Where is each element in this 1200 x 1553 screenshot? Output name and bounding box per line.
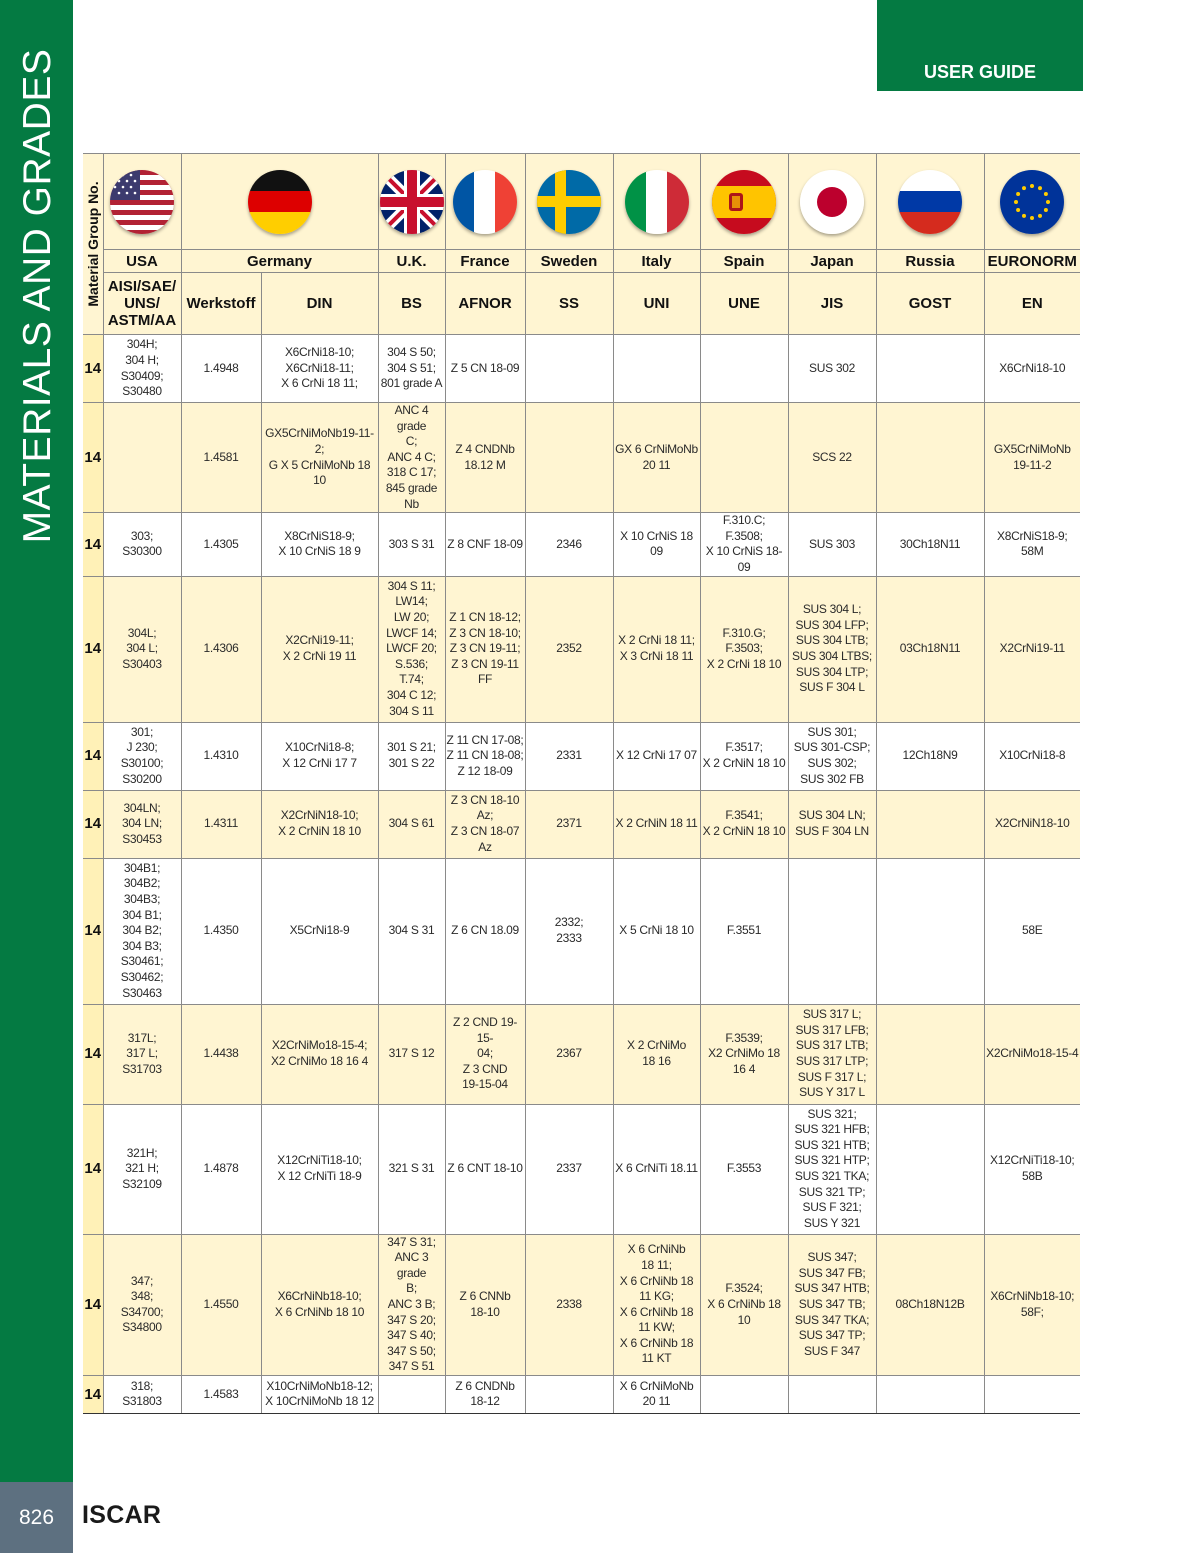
materials-grades-table xyxy=(83,153,1080,1414)
sweden-flag-icon xyxy=(537,170,601,234)
cell-en: X12CrNiTi18-10; 58B xyxy=(984,1104,1080,1234)
cell-aisi: 304H; 304 H; S30409; S30480 xyxy=(103,335,181,403)
cell-din: GX5CrNiMoNb19-11-2; G X 5 CrNiMoNb 18 10 xyxy=(261,403,378,513)
cell-en: X2CrNiMo18-15-4 xyxy=(984,1004,1080,1104)
russia-flag-cell xyxy=(876,154,984,250)
cell-uni: X 6 CrNiNb 18 11; X 6 CrNiNb 18 11 KG; X 6 CrNiNb 18 11 KW; X 6 CrNiNb 18 11 KT xyxy=(613,1234,700,1375)
cell-gost xyxy=(876,1004,984,1104)
cell-material-group: 14 xyxy=(83,335,103,403)
cell-une: F.3551 xyxy=(700,858,788,1004)
cell-din: X6CrNiNb18-10; X 6 CrNiNb 18 10 xyxy=(261,1234,378,1375)
cell-ss: 2371 xyxy=(525,790,613,858)
uk-flag-icon xyxy=(380,170,444,234)
cell-gost xyxy=(876,403,984,513)
cell-ss: 2352 xyxy=(525,576,613,722)
cell-en: X2CrNiN18-10 xyxy=(984,790,1080,858)
cell-en: 58E xyxy=(984,858,1080,1004)
eu-flag-cell xyxy=(984,154,1080,250)
cell-ss xyxy=(525,335,613,403)
cell-afnor: Z 8 CNF 18-09 xyxy=(445,513,525,576)
cell-ss: 2331 xyxy=(525,722,613,790)
cell-bs: 303 S 31 xyxy=(378,513,445,576)
cell-material-group: 14 xyxy=(83,858,103,1004)
cell-werkstoff: 1.4311 xyxy=(181,790,261,858)
sweden-flag-cell xyxy=(525,154,613,250)
germany-flag-cell xyxy=(181,154,378,250)
cell-aisi: 303; S30300 xyxy=(103,513,181,576)
std-ss: SS xyxy=(525,273,613,335)
cell-jis: SUS 303 xyxy=(788,513,876,576)
cell-jis: SUS 304 L; SUS 304 LFP; SUS 304 LTB; SUS 304 LTBS; SUS 304 LTP; SUS F 304 L xyxy=(788,576,876,722)
cell-ss xyxy=(525,403,613,513)
cell-aisi: 304B1; 304B2; 304B3; 304 B1; 304 B2; 304 B3; S30461; S30462; S30463 xyxy=(103,858,181,1004)
cell-uni xyxy=(613,335,700,403)
cell-aisi: 304LN; 304 LN; S30453 xyxy=(103,790,181,858)
cell-jis: SUS 321; SUS 321 HFB; SUS 321 HTB; SUS 321 HTP; SUS 321 TKA; SUS 321 TP; SUS F 321; SUS Y 321 xyxy=(788,1104,876,1234)
cell-din: X6CrNi18-10; X6CrNi18-11; X 6 CrNi 18 11; xyxy=(261,335,378,403)
cell-aisi: 321H; 321 H; S32109 xyxy=(103,1104,181,1234)
cell-jis: SUS 304 LN; SUS F 304 LN xyxy=(788,790,876,858)
table-body xyxy=(83,335,1080,1414)
table-row xyxy=(83,335,1080,403)
table-row xyxy=(83,403,1080,513)
cell-uni: X 6 CrNiTi 18.11 xyxy=(613,1104,700,1234)
cell-material-group: 14 xyxy=(83,1375,103,1413)
cell-afnor: Z 6 CNNb 18-10 xyxy=(445,1234,525,1375)
std-jis: JIS xyxy=(788,273,876,335)
cell-jis xyxy=(788,1375,876,1413)
cell-ss: 2346 xyxy=(525,513,613,576)
cell-werkstoff: 1.4305 xyxy=(181,513,261,576)
cell-jis: SUS 347; SUS 347 FB; SUS 347 HTB; SUS 347 TB; SUS 347 TKA; SUS 347 TP; SUS F 347 xyxy=(788,1234,876,1375)
cell-bs: 321 S 31 xyxy=(378,1104,445,1234)
table-row xyxy=(83,1234,1080,1375)
cell-gost xyxy=(876,1104,984,1234)
cell-werkstoff: 1.4878 xyxy=(181,1104,261,1234)
cell-ss: 2337 xyxy=(525,1104,613,1234)
cell-afnor: Z 6 CNT 18-10 xyxy=(445,1104,525,1234)
cell-une: F.310.C; F.3508; X 10 CrNiS 18-09 xyxy=(700,513,788,576)
cell-une xyxy=(700,1375,788,1413)
cell-afnor: Z 1 CN 18-12; Z 3 CN 18-10; Z 3 CN 19-11; Z 3 CN 19-11 FF xyxy=(445,576,525,722)
std-gost: GOST xyxy=(876,273,984,335)
cell-afnor: Z 11 CN 17-08; Z 11 CN 18-08; Z 12 18-09 xyxy=(445,722,525,790)
cell-bs: 304 S 31 xyxy=(378,858,445,1004)
japan-flag-cell xyxy=(788,154,876,250)
cell-aisi xyxy=(103,403,181,513)
cell-uni: X 2 CrNiMo 18 16 xyxy=(613,1004,700,1104)
std-en: EN xyxy=(984,273,1080,335)
table-row xyxy=(83,1004,1080,1104)
cell-werkstoff: 1.4438 xyxy=(181,1004,261,1104)
cell-werkstoff: 1.4948 xyxy=(181,335,261,403)
material-group-header: Material Group No. xyxy=(83,154,103,335)
cell-din: X10CrNiMoNb18-12; X 10CrNiMoNb 18 12 xyxy=(261,1375,378,1413)
cell-werkstoff: 1.4306 xyxy=(181,576,261,722)
italy-flag-icon xyxy=(625,170,689,234)
flag-row xyxy=(83,154,1080,250)
cell-en: X10CrNi18-8 xyxy=(984,722,1080,790)
france-flag-icon xyxy=(453,170,517,234)
table-row xyxy=(83,1375,1080,1413)
cell-bs: ANC 4 grade C; ANC 4 C; 318 C 17; 845 grade Nb xyxy=(378,403,445,513)
cell-material-group: 14 xyxy=(83,403,103,513)
cell-bs: 301 S 21; 301 S 22 xyxy=(378,722,445,790)
eu-flag-icon xyxy=(1000,170,1064,234)
cell-une: F.310.G; F.3503; X 2 CrNi 18 10 xyxy=(700,576,788,722)
usa-flag-icon xyxy=(110,170,174,234)
spain-flag-icon xyxy=(712,170,776,234)
country-row xyxy=(83,250,1080,273)
cell-en: X6CrNi18-10 xyxy=(984,335,1080,403)
cell-gost: 30Ch18N11 xyxy=(876,513,984,576)
cell-en xyxy=(984,1375,1080,1413)
cell-une: F.3553 xyxy=(700,1104,788,1234)
cell-une: F.3541; X 2 CrNiN 18 10 xyxy=(700,790,788,858)
cell-une xyxy=(700,335,788,403)
cell-en: X2CrNi19-11 xyxy=(984,576,1080,722)
cell-din: X12CrNiTi18-10; X 12 CrNiTi 18-9 xyxy=(261,1104,378,1234)
std-werkstoff: Werkstoff xyxy=(181,273,261,335)
cell-uni: X 12 CrNi 17 07 xyxy=(613,722,700,790)
cell-werkstoff: 1.4583 xyxy=(181,1375,261,1413)
cell-material-group: 14 xyxy=(83,1234,103,1375)
france-flag-cell xyxy=(445,154,525,250)
cell-din: X2CrNi19-11; X 2 CrNi 19 11 xyxy=(261,576,378,722)
cell-werkstoff: 1.4581 xyxy=(181,403,261,513)
cell-uni: X 10 CrNiS 18 09 xyxy=(613,513,700,576)
germany-flag-icon xyxy=(248,170,312,234)
std-bs: BS xyxy=(378,273,445,335)
cell-material-group: 14 xyxy=(83,722,103,790)
table-row xyxy=(83,1104,1080,1234)
cell-material-group: 14 xyxy=(83,576,103,722)
user-guide-label: USER GUIDE xyxy=(923,62,1037,82)
cell-bs: 304 S 50; 304 S 51; 801 grade A xyxy=(378,335,445,403)
cell-gost xyxy=(876,335,984,403)
table-row xyxy=(83,722,1080,790)
std-uni: UNI xyxy=(613,273,700,335)
cell-afnor: Z 2 CND 19-15- 04; Z 3 CND 19-15-04 xyxy=(445,1004,525,1104)
country-italy: Italy xyxy=(613,250,700,273)
cell-uni: X 6 CrNiMoNb 20 11 xyxy=(613,1375,700,1413)
cell-werkstoff: 1.4350 xyxy=(181,858,261,1004)
cell-aisi: 304L; 304 L; S30403 xyxy=(103,576,181,722)
cell-bs: 317 S 12 xyxy=(378,1004,445,1104)
cell-gost: 03Ch18N11 xyxy=(876,576,984,722)
page-number: 826 xyxy=(18,1506,55,1529)
cell-afnor: Z 3 CN 18-10 Az; Z 3 CN 18-07 Az xyxy=(445,790,525,858)
cell-jis: SUS 317 L; SUS 317 LFB; SUS 317 LTB; SUS 317 LTP; SUS F 317 L; SUS Y 317 L xyxy=(788,1004,876,1104)
cell-une xyxy=(700,403,788,513)
table-row xyxy=(83,513,1080,576)
spain-flag-cell xyxy=(700,154,788,250)
country-sweden: Sweden xyxy=(525,250,613,273)
country-germany: Germany xyxy=(181,250,378,273)
japan-flag-icon xyxy=(800,170,864,234)
country-uk: U.K. xyxy=(378,250,445,273)
country-spain: Spain xyxy=(700,250,788,273)
cell-afnor: Z 5 CN 18-09 xyxy=(445,335,525,403)
cell-aisi: 317L; 317 L; S31703 xyxy=(103,1004,181,1104)
cell-uni: GX 6 CrNiMoNb 20 11 xyxy=(613,403,700,513)
cell-uni: X 5 CrNi 18 10 xyxy=(613,858,700,1004)
cell-gost xyxy=(876,858,984,1004)
cell-gost xyxy=(876,790,984,858)
cell-jis xyxy=(788,858,876,1004)
cell-en: GX5CrNiMoNb 19-11-2 xyxy=(984,403,1080,513)
cell-din: X2CrNiN18-10; X 2 CrNiN 18 10 xyxy=(261,790,378,858)
cell-jis: SUS 302 xyxy=(788,335,876,403)
table-row xyxy=(83,576,1080,722)
country-russia: Russia xyxy=(876,250,984,273)
cell-material-group: 14 xyxy=(83,513,103,576)
cell-material-group: 14 xyxy=(83,790,103,858)
country-japan: Japan xyxy=(788,250,876,273)
cell-ss: 2332; 2333 xyxy=(525,858,613,1004)
italy-flag-cell xyxy=(613,154,700,250)
cell-gost: 12Ch18N9 xyxy=(876,722,984,790)
cell-uni: X 2 CrNiN 18 11 xyxy=(613,790,700,858)
country-euronorm: EURONORM xyxy=(984,250,1080,273)
cell-une: F.3517; X 2 CrNiN 18 10 xyxy=(700,722,788,790)
cell-uni: X 2 CrNi 18 11; X 3 CrNi 18 11 xyxy=(613,576,700,722)
cell-gost: 08Ch18N12B xyxy=(876,1234,984,1375)
std-aisi: AISI/SAE/ UNS/ ASTM/AA xyxy=(103,273,181,335)
country-usa: USA xyxy=(103,250,181,273)
cell-gost xyxy=(876,1375,984,1413)
cell-din: X5CrNi18-9 xyxy=(261,858,378,1004)
cell-bs: 304 S 61 xyxy=(378,790,445,858)
cell-bs: 347 S 31; ANC 3 grade B; ANC 3 B; 347 S 20; 347 S 40; 347 S 50; 347 S 51 xyxy=(378,1234,445,1375)
table-row xyxy=(83,858,1080,1004)
std-din: DIN xyxy=(261,273,378,335)
cell-jis: SUS 301; SUS 301-CSP; SUS 302; SUS 302 FB xyxy=(788,722,876,790)
country-france: France xyxy=(445,250,525,273)
cell-werkstoff: 1.4310 xyxy=(181,722,261,790)
std-afnor: AFNOR xyxy=(445,273,525,335)
table-row xyxy=(83,790,1080,858)
standard-row xyxy=(83,273,1080,335)
section-title: MATERIALS AND GRADES xyxy=(16,48,59,544)
cell-aisi: 318; S31803 xyxy=(103,1375,181,1413)
cell-afnor: Z 4 CNDNb 18.12 M xyxy=(445,403,525,513)
cell-ss: 2367 xyxy=(525,1004,613,1104)
cell-aisi: 347; 348; S34700; S34800 xyxy=(103,1234,181,1375)
cell-bs: 304 S 11; LW14; LW 20; LWCF 14; LWCF 20; S.536; T.74; 304 C 12; 304 S 11 xyxy=(378,576,445,722)
cell-din: X10CrNi18-8; X 12 CrNi 17 7 xyxy=(261,722,378,790)
cell-material-group: 14 xyxy=(83,1004,103,1104)
cell-jis: SCS 22 xyxy=(788,403,876,513)
cell-en: X8CrNiS18-9; 58M xyxy=(984,513,1080,576)
cell-werkstoff: 1.4550 xyxy=(181,1234,261,1375)
cell-afnor: Z 6 CN 18.09 xyxy=(445,858,525,1004)
russia-flag-icon xyxy=(898,170,962,234)
cell-din: X2CrNiMo18-15-4; X2 CrNiMo 18 16 4 xyxy=(261,1004,378,1104)
brand-logo: ISCAR xyxy=(82,1501,162,1529)
cell-une: F.3539; X2 CrNiMo 18 16 4 xyxy=(700,1004,788,1104)
uk-flag-cell xyxy=(378,154,445,250)
cell-afnor: Z 6 CNDNb 18-12 xyxy=(445,1375,525,1413)
std-une: UNE xyxy=(700,273,788,335)
cell-bs xyxy=(378,1375,445,1413)
cell-material-group: 14 xyxy=(83,1104,103,1234)
cell-ss xyxy=(525,1375,613,1413)
cell-aisi: 301; J 230; S30100; S30200 xyxy=(103,722,181,790)
cell-en: X6CrNiNb18-10; 58F; xyxy=(984,1234,1080,1375)
cell-din: X8CrNiS18-9; X 10 CrNiS 18 9 xyxy=(261,513,378,576)
cell-une: F.3524; X 6 CrNiNb 18 10 xyxy=(700,1234,788,1375)
cell-ss: 2338 xyxy=(525,1234,613,1375)
usa-flag-cell xyxy=(103,154,181,250)
